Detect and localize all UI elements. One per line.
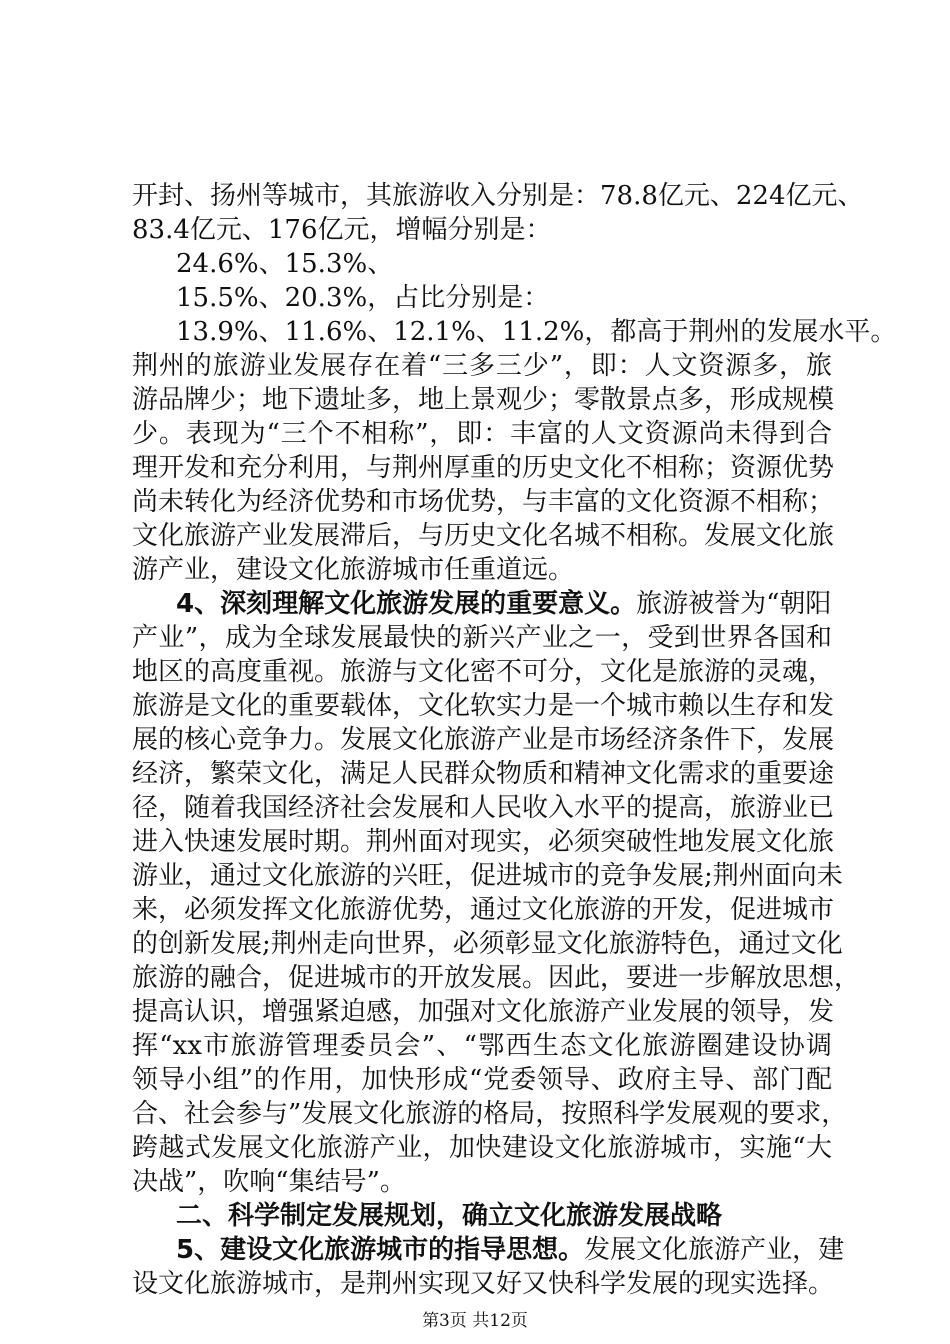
text-line: 设文化旅游城市，是荆州实现又好又快科学发展的现实选择。 bbox=[132, 1269, 835, 1299]
text-line: 提高认识，增强紧迫感，加强对文化旅游产业发展的领导，发 bbox=[132, 997, 835, 1027]
text-line: 83.4亿元、176亿元，增幅分别是： bbox=[132, 215, 552, 245]
text-line: 决战”，吹响“集结号”。 bbox=[132, 1167, 406, 1197]
text-line: 文化旅游产业发展滞后，与历史文化名城不相称。发展文化旅 bbox=[132, 521, 835, 551]
paragraph-4-text: 旅游被誉为“朝阳 bbox=[636, 589, 832, 619]
text-line: 产业”，成为全球发展最快的新兴产业之一，受到世界各国和 bbox=[132, 623, 832, 653]
text-line: 理开发和充分利用，与荆州厚重的历史文化不相称；资源优势 bbox=[132, 453, 835, 483]
paragraph-5-text: 发展文化旅游产业，建 bbox=[584, 1235, 845, 1265]
text-line: 径，随着我国经济社会发展和人民收入水平的提高，旅游业已 bbox=[132, 793, 835, 823]
text-line: 尚未转化为经济优势和市场优势，与丰富的文化资源不相称； bbox=[132, 487, 835, 517]
text-line: 经济，繁荣文化，满足人民群众物质和精神文化需求的重要途 bbox=[132, 759, 835, 789]
text-line: 游业，通过文化旅游的兴旺，促进城市的竞争发展;荆州面向未 bbox=[132, 861, 843, 891]
text-line: 15.5%、20.3%，占比分别是： bbox=[176, 283, 550, 313]
text-line: 荆州的旅游业发展存在着“三多三少”，即：人文资源多，旅 bbox=[132, 351, 832, 381]
text-line: 游品牌少；地下遗址多，地上景观少；零散景点多，形成规模 bbox=[132, 385, 835, 415]
text-line: 展的核心竞争力。发展文化旅游产业是市场经济条件下，发展 bbox=[132, 725, 835, 755]
text-line: 开封、扬州等城市，其旅游收入分别是：78.8亿元、224亿元、 bbox=[132, 181, 864, 211]
text-line: 13.9%、11.6%、12.1%、11.2%，都高于荆州的发展水平。 bbox=[176, 317, 897, 347]
text-line: 24.6%、15.3%、 bbox=[176, 249, 394, 279]
page-footer: 第3页 共12页 bbox=[422, 1311, 528, 1331]
text-line: 来，必须发挥文化旅游优势，通过文化旅游的开发，促进城市 bbox=[132, 895, 835, 925]
text-line: 跨越式发展文化旅游产业，加快建设文化旅游城市，实施“大 bbox=[132, 1133, 832, 1163]
paragraph-5-first-line bbox=[176, 1233, 845, 1267]
text-line: 游产业，建设文化旅游城市任重道远。 bbox=[132, 555, 575, 585]
paragraph-4-heading: 4、深刻理解文化旅游发展的重要意义。 bbox=[176, 589, 637, 619]
paragraph-5-heading: 5、建设文化旅游城市的指导思想。 bbox=[176, 1235, 585, 1265]
text-line: 进入快速发展时期。荆州面对现实，必须突破性地发展文化旅 bbox=[132, 827, 835, 857]
text-line: 旅游的融合，促进城市的开放发展。因此，要进一步解放思想， bbox=[132, 963, 861, 993]
text-line: 合、社会参与”发展文化旅游的格局，按照科学发展观的要求， bbox=[132, 1099, 848, 1129]
section-heading: 二、科学制定发展规划，确立文化旅游发展战略 bbox=[176, 1201, 723, 1231]
paragraph-4-first-line bbox=[176, 587, 832, 621]
text-line: 领导小组”的作用，加快形成“党委领导、政府主导、部门配 bbox=[132, 1065, 832, 1095]
text-line: 旅游是文化的重要载体，文化软实力是一个城市赖以生存和发 bbox=[132, 691, 835, 721]
text-line: 挥“xx市旅游管理委员会”、“鄂西生态文化旅游圈建设协调 bbox=[132, 1031, 832, 1061]
text-line: 的创新发展;荆州走向世界，必须彰显文化旅游特色，通过文化 bbox=[132, 929, 843, 959]
text-line: 地区的高度重视。旅游与文化密不可分，文化是旅游的灵魂， bbox=[132, 657, 835, 687]
text-line: 少。表现为“三个不相称”，即：丰富的人文资源尚未得到合 bbox=[132, 419, 832, 449]
